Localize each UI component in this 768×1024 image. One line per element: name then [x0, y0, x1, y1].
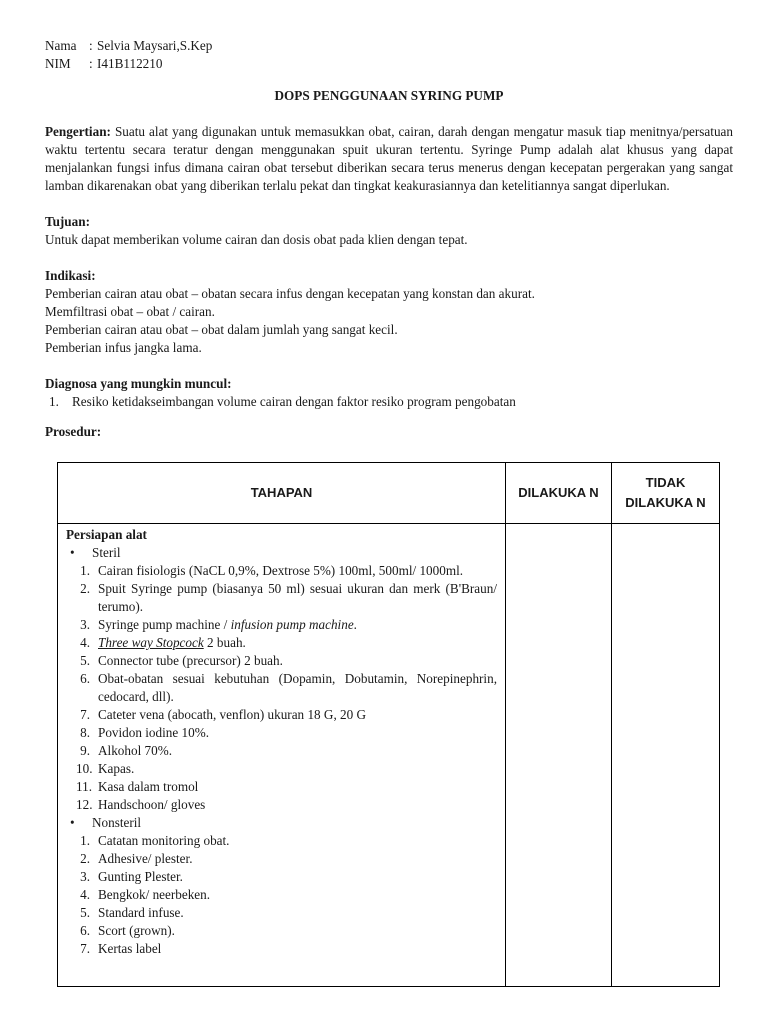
list-item-number: 4.	[80, 635, 90, 650]
list-item	[66, 634, 497, 652]
list-item-text: Kapas.	[98, 761, 135, 776]
nim-value: I41B112210	[97, 56, 163, 71]
steril-list	[66, 562, 497, 814]
persiapan-alat-heading: Persiapan alat	[66, 527, 147, 542]
list-item-text: Povidon iodine 10%.	[98, 725, 209, 740]
pengertian-label: Pengertian:	[45, 124, 111, 139]
column-header-dilakukan: DILAKUKA N	[506, 463, 612, 524]
steril-bullet	[66, 544, 497, 562]
list-item	[66, 760, 497, 778]
list-item-text-italic: infusion pump machine	[230, 617, 354, 632]
list-item-number: 1.	[80, 833, 90, 848]
list-item-number: 10.	[76, 761, 93, 776]
list-item-number: 12.	[76, 797, 93, 812]
list-item-text: Handschoon/ gloves	[98, 797, 206, 812]
list-item-number: 4.	[80, 887, 90, 902]
diagnosa-section	[45, 375, 733, 411]
nim-row	[45, 55, 733, 73]
list-item-text: Alkohol 70%.	[98, 743, 172, 758]
tahapan-content	[58, 524, 505, 986]
list-item-number: 1.	[80, 563, 90, 578]
name-value: Selvia Maysari,S.Kep	[97, 38, 213, 53]
list-item-number: 5.	[80, 653, 90, 668]
list-item	[66, 940, 497, 958]
list-item-number: 6.	[80, 923, 90, 938]
list-item-text-part: .	[353, 617, 357, 632]
list-item	[66, 706, 497, 724]
list-item	[66, 562, 497, 580]
list-item-text: Bengkok/ neerbeken.	[98, 887, 211, 902]
document-page	[45, 37, 733, 441]
column-header-tidak-dilakukan: TIDAK DILAKUKA N	[612, 463, 720, 524]
list-item	[66, 796, 497, 814]
nonsteril-label: Nonsteril	[92, 815, 142, 830]
pengertian-section	[45, 123, 733, 195]
list-item	[66, 832, 497, 850]
bullet-icon: •	[70, 545, 75, 560]
list-item-number: 11.	[76, 779, 92, 794]
nim-label: NIM	[45, 56, 71, 71]
list-item-number: 2.	[80, 581, 90, 596]
document-title: DOPS PENGGUNAAN SYRING PUMP	[274, 88, 504, 103]
list-item-text: Cairan fisiologis (NaCL 0,9%, Dextrose 5%) 100ml, 500ml/ 1000ml.	[98, 563, 464, 578]
list-item	[66, 742, 497, 760]
table-row	[58, 524, 720, 987]
indikasi-line: Pemberian cairan atau obat – obat dalam jumlah yang sangat kecil.	[45, 322, 398, 337]
name-colon: :	[89, 38, 93, 53]
list-item	[66, 724, 497, 742]
prosedur-label: Prosedur:	[45, 424, 102, 439]
list-item-text: Kertas label	[98, 941, 162, 956]
list-item-text: Obat-obatan sesuai kebutuhan (Dopamin, Dobutamin, Norepinephrin, cedocard, dll).	[98, 671, 497, 704]
indikasi-line: Memfiltrasi obat – obat / cairan.	[45, 304, 215, 319]
list-item	[66, 652, 497, 670]
nim-colon: :	[89, 56, 93, 71]
list-item-number: 3.	[80, 617, 90, 632]
list-item-text: Catatan monitoring obat.	[98, 833, 230, 848]
tahapan-cell	[58, 524, 506, 987]
list-item-text: Adhesive/ plester.	[98, 851, 193, 866]
nonsteril-bullet	[66, 814, 497, 832]
list-item-number: 9.	[80, 743, 90, 758]
column-header-tahapan: TAHAPAN	[58, 463, 506, 524]
list-item-number: 5.	[80, 905, 90, 920]
indikasi-section	[45, 267, 733, 357]
bullet-icon: •	[70, 815, 75, 830]
indikasi-line: Pemberian cairan atau obat – obatan secara infus dengan kecepatan yang konstan dan akurat.	[45, 286, 535, 301]
list-item-text: Kasa dalam tromol	[98, 779, 199, 794]
list-item-number: 6.	[80, 671, 90, 686]
list-item	[66, 886, 497, 904]
list-item	[66, 670, 497, 706]
prosedur-section	[45, 423, 733, 441]
list-item-text	[98, 634, 497, 652]
list-item	[66, 922, 497, 940]
list-item-text: Scort (grown).	[98, 923, 175, 938]
list-item-text: Connector tube (precursor) 2 buah.	[98, 653, 283, 668]
list-item-number: 7.	[80, 707, 90, 722]
list-item-text-underlined: Three way Stopcock	[98, 635, 204, 650]
diagnosa-item-number: 1.	[49, 394, 59, 409]
list-item-text: Cateter vena (abocath, venflon) ukuran 18 G, 20 G	[98, 707, 367, 722]
list-item-text-part: 2 buah.	[203, 635, 246, 650]
indikasi-line: Pemberian infus jangka lama.	[45, 340, 202, 355]
diagnosa-item-text: Resiko ketidakseimbangan volume cairan dengan faktor resiko program pengobatan	[72, 394, 516, 409]
tidak-dilakukan-cell	[612, 524, 720, 987]
indikasi-label: Indikasi:	[45, 268, 96, 283]
tujuan-text: Untuk dapat memberikan volume cairan dan dosis obat pada klien dengan tepat.	[45, 232, 468, 247]
tujuan-label: Tujuan:	[45, 214, 90, 229]
diagnosa-label: Diagnosa yang mungkin muncul:	[45, 376, 232, 391]
steril-label: Steril	[92, 545, 121, 560]
list-item	[66, 868, 497, 886]
nonsteril-list	[66, 832, 497, 958]
list-item	[66, 904, 497, 922]
list-item	[66, 778, 497, 796]
dilakukan-cell	[506, 524, 612, 987]
list-item	[66, 580, 497, 616]
tujuan-section	[45, 213, 733, 249]
list-item-text: Standard infuse.	[98, 905, 184, 920]
pengertian-text: Suatu alat yang digunakan untuk memasukkan obat, cairan, darah dengan mengatur masuk tiap menitnya/persatuan waktu tertentu secara teratur dengan menggunakan spuit ukuran tertentu. Syringe Pump adalah alat khusus yang dapat menjalankan fungsi infus dimana cairan obat tersebut diberikan secara terus menerus dengan kecepatan pergerakan yang sangat lamban dikarenakan obat yang diberikan terlalu pekat dan tingkat keakurasiannya dan ketelitiannya sangat diperlukan.	[45, 124, 733, 193]
diagnosa-item	[45, 393, 733, 411]
list-item-number: 8.	[80, 725, 90, 740]
list-item-text-part: Syringe pump machine /	[98, 617, 231, 632]
list-item-number: 3.	[80, 869, 90, 884]
name-label: Nama	[45, 38, 77, 53]
list-item-number: 7.	[80, 941, 90, 956]
prosedur-table	[57, 462, 720, 987]
list-item	[66, 850, 497, 868]
name-row	[45, 37, 733, 55]
list-item-text	[98, 616, 497, 634]
table-header-row	[58, 463, 720, 524]
list-item-text: Gunting Plester.	[98, 869, 183, 884]
list-item	[66, 616, 497, 634]
list-item-number: 2.	[80, 851, 90, 866]
list-item-text: Spuit Syringe pump (biasanya 50 ml) sesuai ukuran dan merk (B'Braun/ terumo).	[98, 581, 497, 614]
